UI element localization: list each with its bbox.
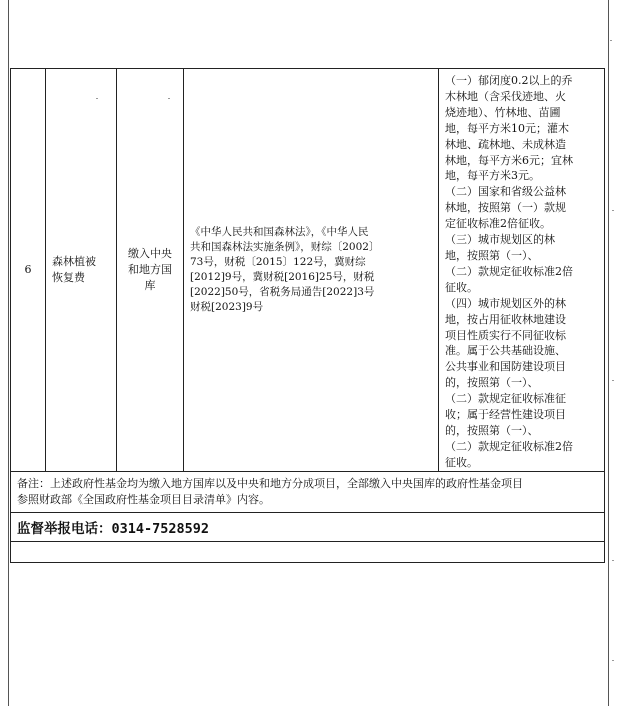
standard-line: （二）款规定征收标准2倍 [445,439,573,453]
basis-line: 《中华人民共和国森林法》，《中华人民 [190,225,369,238]
standard-line: 地，每平方米10元；灌木 [445,121,569,135]
collection-standard-cell [439,69,605,472]
blank-row [11,541,605,562]
hotline-text: 监督举报电话：0314-7528592 [17,520,210,537]
treasury-cell [117,69,184,472]
scan-speck [612,660,614,661]
fund-name-line: 恢复费 [52,270,85,284]
scan-speck [612,560,614,561]
standard-line: （一）郁闭度0.2以上的乔 [445,74,573,87]
scan-speck [168,98,170,99]
standard-line: 项目性质实行不同征收标 [445,328,566,342]
scan-speck [612,380,614,381]
treasury-line: 库 [144,278,156,292]
standard-line: 定征收标准2倍征收。 [445,217,551,231]
fund-name-line: 森林植被 [52,254,96,268]
standard-line: 的，按照第（一）、 [445,376,539,390]
standard-line: 准。属于公共基础设施、 [445,344,566,358]
basis-line: 73号，财税〔2015〕122号，冀财综 [190,255,366,268]
standard-line: 地，按占用征收林地建设 [445,312,566,326]
standard-line: （四）城市规划区外的林 [445,296,566,310]
fund-table [10,68,605,563]
standard-line: 征收。 [445,455,478,469]
standard-line: （二）国家和省级公益林 [445,185,566,199]
standard-line: 林地，每平方米6元；宜林 [445,153,573,167]
hotline-cell [11,512,605,541]
standard-line: （三）城市规划区的林 [445,233,555,247]
scan-speck [610,40,612,41]
note-line: 备注：上述政府性基金均为缴入地方国库以及中央和地方分成项目，全部缴入中央国库的政府性基金项目 [17,476,523,490]
basis-line: 财税[2023]9号 [190,300,264,313]
treasury-line: 缴入中央 [128,246,172,260]
standard-line: （二）款规定征收标准2倍 [445,264,573,278]
legal-basis-cell [184,69,439,472]
hotline-row [11,512,605,541]
standard-line: 木林地（含采伐迹地、火 [445,89,566,103]
row-index-text: 6 [24,263,32,277]
blank-cell [11,541,605,562]
scan-speck [612,210,614,211]
note-row [11,471,605,512]
basis-line: 共和国森林法实施条例》，财综〔2002〕 [190,240,380,253]
basis-line: [2022]50号，省税务局通告[2022]3号 [190,285,375,298]
row-index [11,69,46,472]
table-row [11,69,605,472]
treasury-line: 和地方国 [128,262,172,276]
scan-speck [96,98,98,99]
standard-line: 收；属于经营性建设项目 [445,408,566,422]
standard-line: （二）款规定征收标准征 [445,392,566,406]
note-cell [11,471,605,512]
page-left-edge [8,0,9,706]
standard-line: 的，按照第（一）、 [445,423,539,437]
standard-line: 林地、疏林地、未成林造 [445,137,566,151]
note-line: 参照财政部《全国政府性基金项目目录清单》内容。 [17,492,270,506]
standard-line: 公共事业和国防建设项目 [445,360,566,374]
standard-line: 地，按照第（一）、 [445,248,539,262]
basis-line: [2012]9号，冀财税[2016]25号，财税 [190,270,375,283]
fund-name-cell [46,69,117,472]
standard-line: 地，每平方米3元。 [445,169,540,183]
standard-line: 烧迹地）、竹林地、苗圃 [445,105,561,119]
page-right-edge [608,0,609,706]
standard-line: 林地，按照第（一）款规 [445,201,566,215]
standard-line: 征收。 [445,280,478,294]
